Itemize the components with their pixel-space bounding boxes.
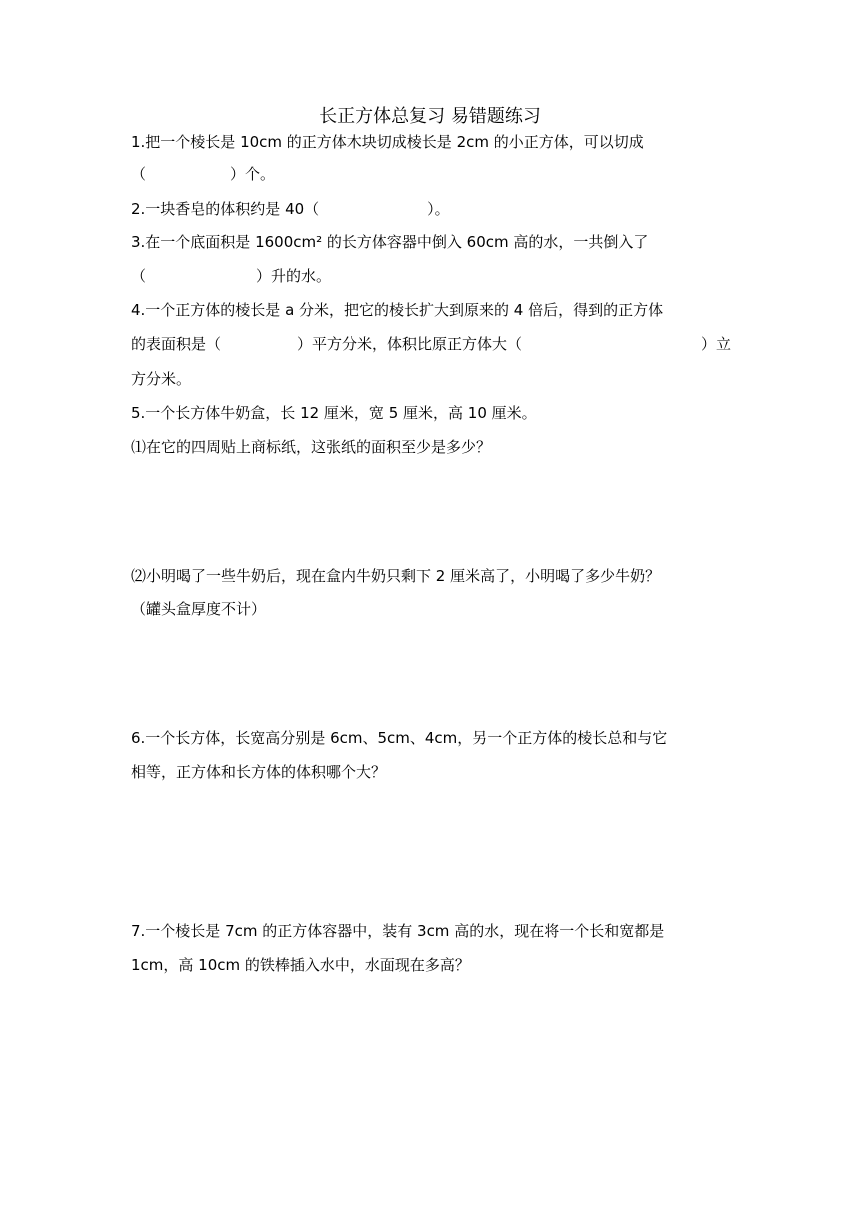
question-1-open-paren: （ bbox=[131, 165, 147, 183]
question-4-line-3: 方分米。 bbox=[131, 370, 192, 388]
page-title: 长正方体总复习 易错题练习 bbox=[319, 106, 541, 127]
question-3-open-paren: （ bbox=[131, 267, 147, 285]
question-5-text: 5.一个长方体牛奶盒，长 12 厘米，宽 5 厘米，高 10 厘米。 bbox=[131, 404, 537, 422]
question-5-sub-2-note: （罐头盒厚度不计） bbox=[131, 600, 267, 618]
question-7-line-1: 7.一个棱长是 7cm 的正方体容器中，装有 3cm 高的水，现在将一个长和宽都是 bbox=[131, 922, 665, 940]
question-2-line bbox=[131, 197, 731, 221]
question-7-line-2: 1cm，高 10cm 的铁棒插入水中，水面现在多高？ bbox=[131, 956, 470, 974]
question-4-volume-label: ）平方分米，体积比原正方体大（ bbox=[297, 335, 523, 353]
question-4-line-2 bbox=[131, 332, 731, 356]
question-1-line-1: 1.把一个棱长是 10cm 的正方体木块切成棱长是 2cm 的小正方体，可以切成 bbox=[131, 133, 644, 151]
question-2-text: 2.一块香皂的体积约是 40（ bbox=[131, 200, 320, 218]
question-3-line-1: 3.在一个底面积是 1600cm² 的长方体容器中倒入 60cm 高的水，一共倒入了 bbox=[131, 233, 649, 251]
question-6-line-1: 6.一个长方体，长宽高分别是 6cm、5cm、4cm，另一个正方体的棱长总和与它 bbox=[131, 729, 668, 747]
question-1-line-2 bbox=[131, 162, 731, 186]
question-4-line-2-start bbox=[131, 332, 648, 356]
question-4-surface-label: 的表面积是（ bbox=[131, 335, 222, 353]
question-4-line-2-end: ）立 bbox=[700, 335, 731, 353]
question-3-close-text: ）升的水。 bbox=[256, 267, 332, 285]
question-4-line-1: 4.一个正方体的棱长是 a 分米，把它的棱长扩大到原来的 4 倍后，得到的正方体 bbox=[131, 301, 664, 319]
question-3-line-2 bbox=[131, 264, 731, 288]
question-6-line-2: 相等，正方体和长方体的体积哪个大？ bbox=[131, 763, 387, 781]
question-2-close-text: ）。 bbox=[427, 200, 450, 218]
question-1-close-text: ）个。 bbox=[230, 165, 276, 183]
question-5-sub-2: ⑵小明喝了一些牛奶后，现在盒内牛奶只剩下 2 厘米高了，小明喝了多少牛奶？ bbox=[131, 567, 661, 585]
question-5-sub-1: ⑴在它的四周贴上商标纸，这张纸的面积至少是多少？ bbox=[131, 438, 492, 456]
